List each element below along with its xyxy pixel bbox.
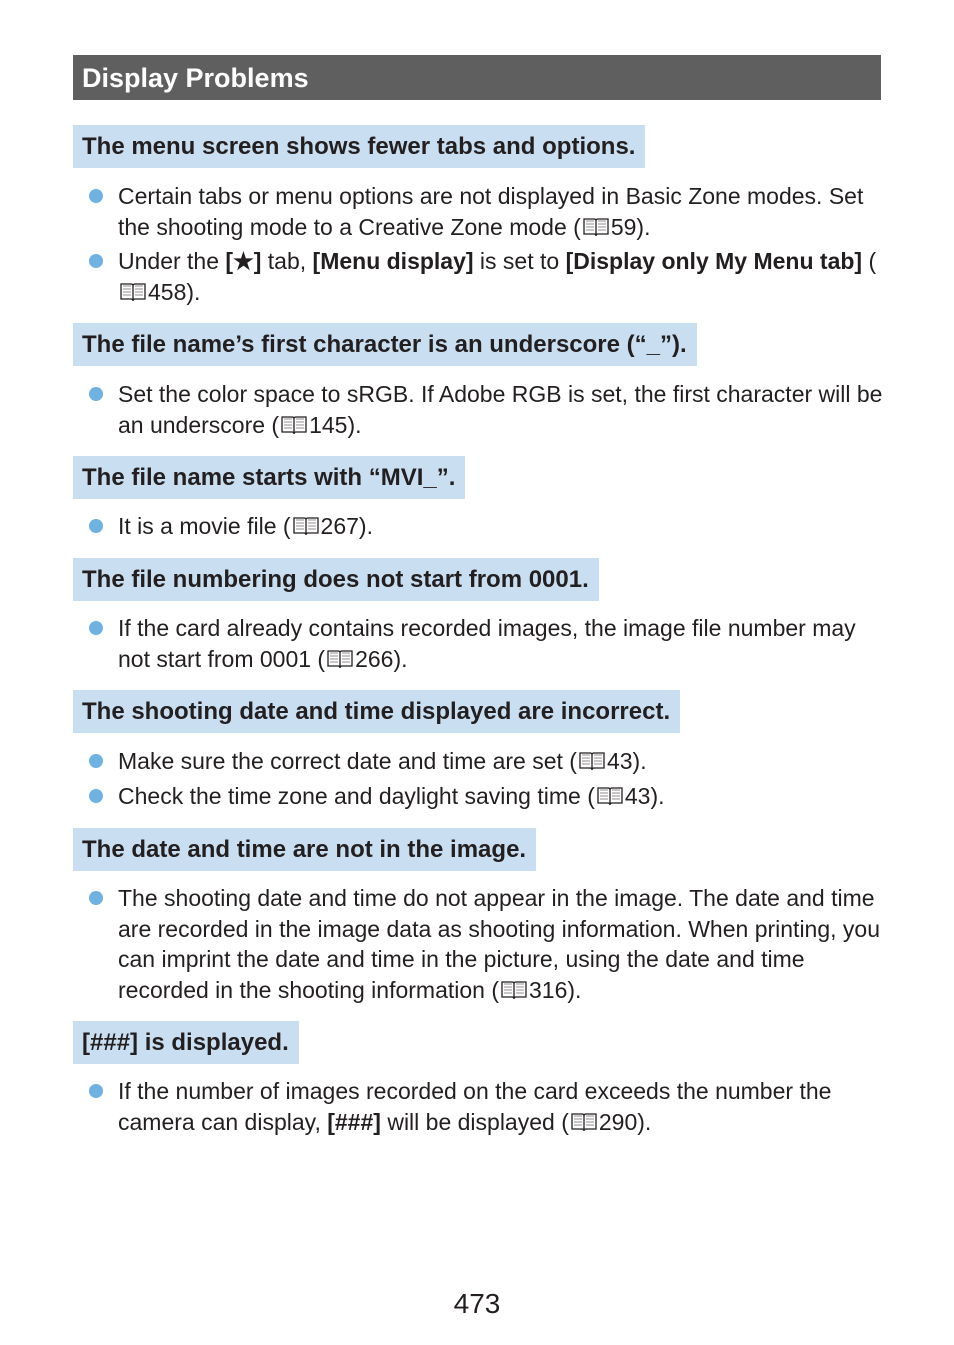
- book-icon: [500, 979, 528, 1001]
- bullet-icon: [89, 754, 103, 768]
- book-icon: [596, 785, 624, 807]
- book-icon: [280, 414, 308, 436]
- list-item: Certain tabs or menu options are not displayed in Basic Zone modes. Set the shooting mode to a Creative Zone mode ( 59).: [118, 183, 864, 240]
- bullet-icon: [89, 621, 103, 635]
- bullet-icon: [89, 254, 103, 268]
- heading-mvi: The file name starts with “MVI_”.: [73, 456, 465, 499]
- list-item: Check the time zone and daylight saving time ( 43).: [118, 783, 665, 809]
- book-icon: [119, 281, 147, 303]
- book-icon: [326, 648, 354, 670]
- section-title: Display Problems: [73, 55, 881, 100]
- list-item: Make sure the correct date and time are set ( 43).: [118, 748, 647, 774]
- list-item: Set the color space to sRGB. If Adobe RGB is set, the first character will be an underscore ( 145).: [118, 381, 883, 438]
- bullet-icon: [89, 519, 103, 533]
- heading-underscore: The file name’s first character is an underscore (“_”).: [73, 323, 697, 366]
- book-icon: [570, 1111, 598, 1133]
- star-icon: ★: [233, 248, 254, 274]
- bullet-icon: [89, 1084, 103, 1098]
- heading-hash-displayed: [###] is displayed.: [73, 1021, 299, 1064]
- book-icon: [578, 750, 606, 772]
- bullet-icon: [89, 189, 103, 203]
- book-icon: [292, 515, 320, 537]
- heading-file-numbering: The file numbering does not start from 0001.: [73, 558, 599, 601]
- list-item: If the card already contains recorded images, the image file number may not start from 0001 ( 266).: [118, 615, 856, 672]
- bullet-icon: [89, 387, 103, 401]
- book-icon: [582, 216, 610, 238]
- list-item: If the number of images recorded on the card exceeds the number the camera can display, [###] will be displayed ( 290).: [118, 1078, 832, 1135]
- bullet-icon: [89, 891, 103, 905]
- heading-date-incorrect: The shooting date and time displayed are incorrect.: [73, 690, 680, 733]
- page-number: 473: [453, 1288, 501, 1319]
- heading-fewer-tabs: The menu screen shows fewer tabs and options.: [73, 125, 645, 168]
- list-item: It is a movie file ( 267).: [118, 513, 373, 539]
- heading-date-not-in-image: The date and time are not in the image.: [73, 828, 536, 871]
- list-item: The shooting date and time do not appear in the image. The date and time are recorded in the image data as shooting information. When printing, you can imprint the date and time in the picture, using the date and time recorded in the shooting information ( 316).: [118, 885, 880, 1003]
- bullet-icon: [89, 789, 103, 803]
- list-item: Under the [★] tab, [Menu display] is set to [Display only My Menu tab] ( 458).: [118, 248, 877, 305]
